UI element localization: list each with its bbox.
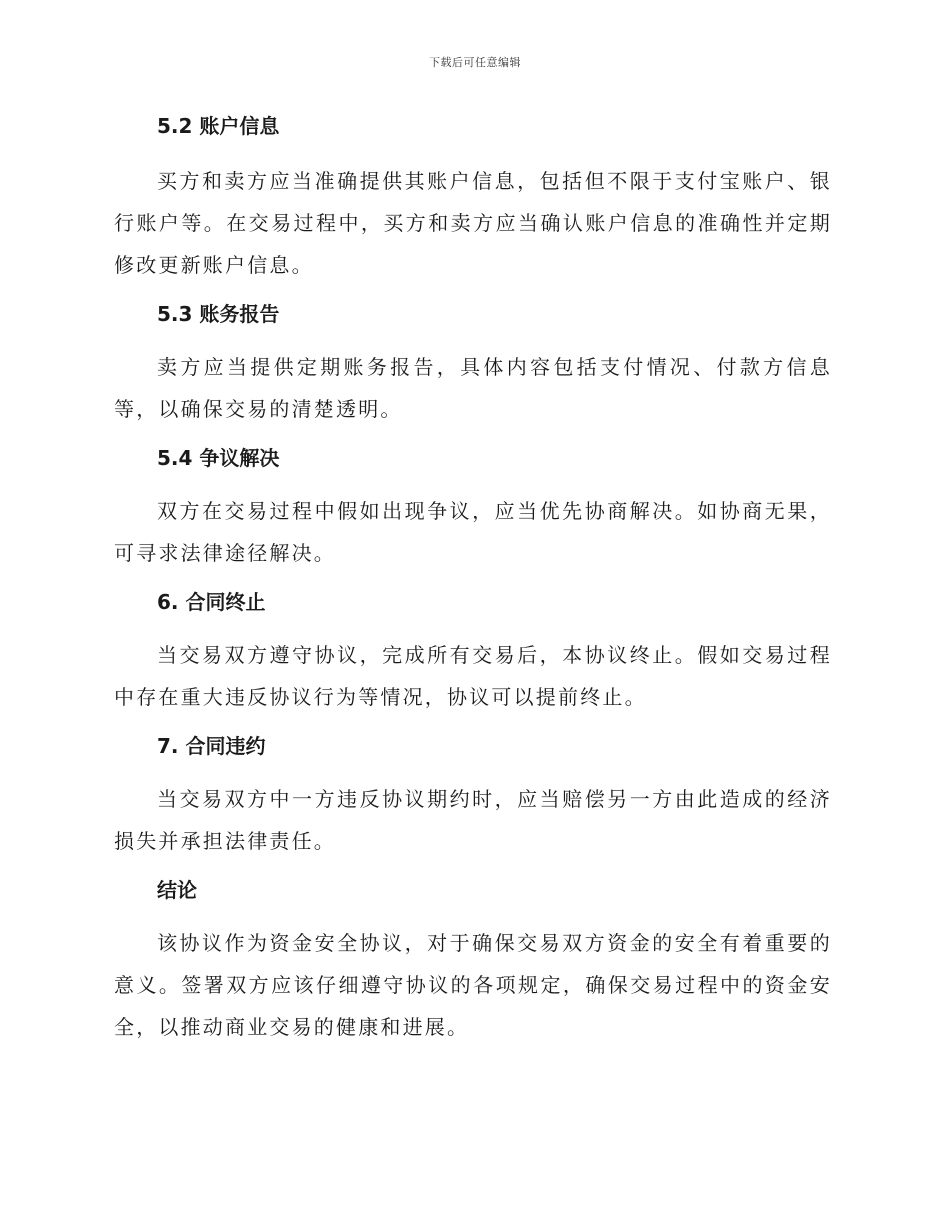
section-paragraph: 当交易双方遵守协议，完成所有交易后，本协议终止。假如交易过程中存在重大违反协议行为等情况，协议可以提前终止。	[114, 643, 832, 709]
section-heading: 5.4 争议解决	[157, 446, 280, 470]
section-paragraph: 当交易双方中一方违反协议期约时，应当赔偿另一方由此造成的经济损失并承担法律责任。	[114, 787, 832, 853]
section-7	[114, 732, 832, 862]
section-heading: 5.3 账务报告	[157, 302, 280, 326]
section-heading: 7. 合同违约	[157, 734, 266, 758]
section-5-3	[114, 300, 832, 430]
section-conclusion	[114, 876, 832, 1048]
document-body	[114, 112, 832, 1048]
section-5-2	[114, 112, 832, 286]
section-paragraph: 双方在交易过程中假如出现争议，应当优先协商解决。如协商无果，可寻求法律途径解决。	[114, 499, 832, 565]
page-header: 下载后可任意编辑	[429, 56, 521, 69]
section-6	[114, 588, 832, 718]
section-5-4	[114, 444, 832, 574]
section-paragraph: 卖方应当提供定期账务报告，具体内容包括支付情况、付款方信息等，以确保交易的清楚透明。	[114, 355, 832, 421]
section-heading: 6. 合同终止	[157, 590, 266, 614]
section-paragraph: 该协议作为资金安全协议，对于确保交易双方资金的安全有着重要的意义。签署双方应该仔细遵守协议的各项规定，确保交易过程中的资金安全，以推动商业交易的健康和进展。	[114, 931, 832, 1039]
section-heading: 5.2 账户信息	[157, 114, 280, 138]
section-paragraph: 买方和卖方应当准确提供其账户信息，包括但不限于支付宝账户、银行账户等。在交易过程中，买方和卖方应当确认账户信息的准确性并定期修改更新账户信息。	[114, 169, 832, 277]
section-heading: 结论	[157, 878, 197, 902]
